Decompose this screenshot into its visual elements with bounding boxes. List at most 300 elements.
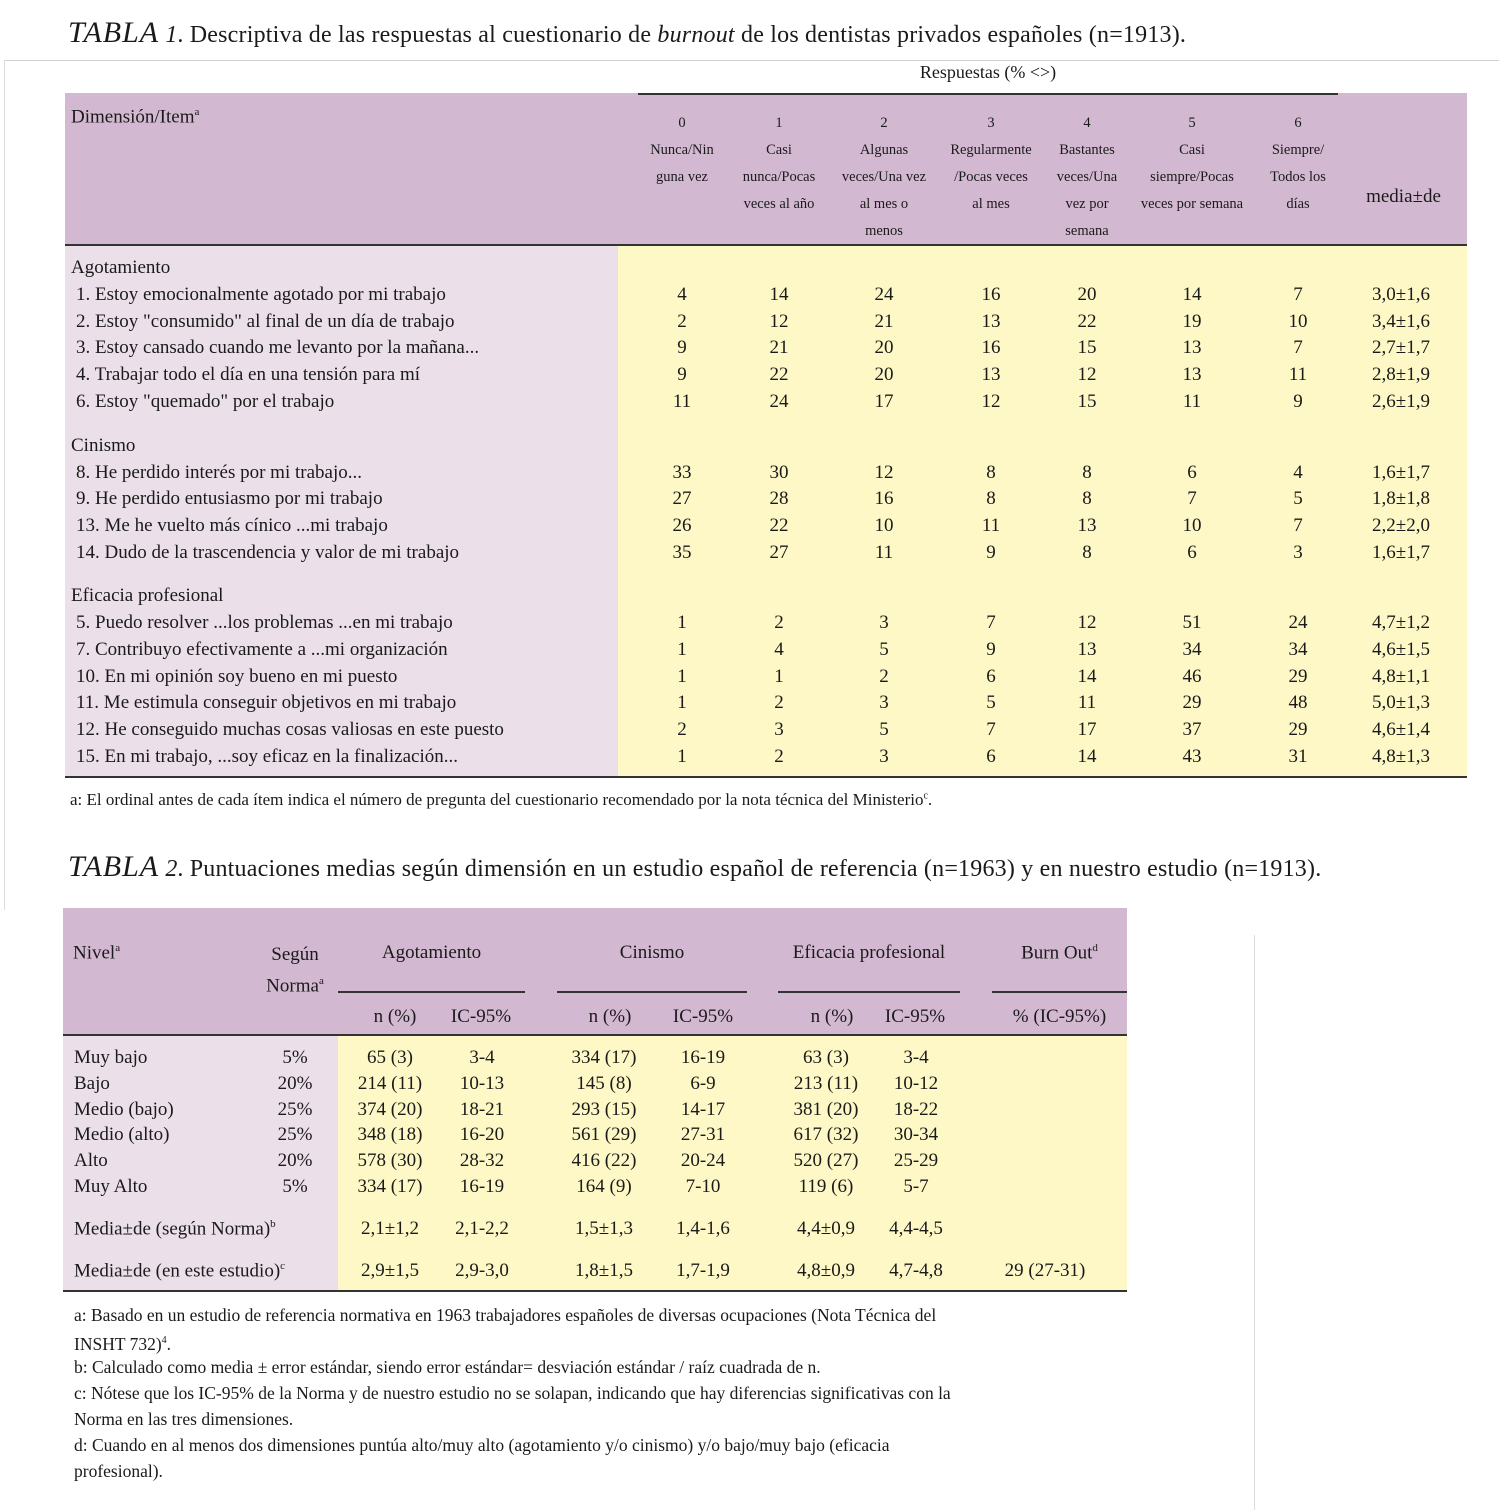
response-column-number: 5 [1188, 115, 1196, 131]
response-value: 11 [981, 514, 1001, 536]
table2-note-line: INSHT 732)$^4$. [74, 1333, 172, 1354]
level-label: Medio (alto) [74, 1124, 170, 1146]
nivel-header [73, 942, 120, 964]
table2-note-text: b: Calculado como media ± error estándar, siendo error estándar= desviación estándar / raíz cuadrada de n. [74, 1357, 821, 1377]
agotamiento-n: 334 (17) [357, 1176, 423, 1197]
response-column-number: 1 [775, 115, 783, 131]
item-label: 7. Contribuyo efectivamente a ...mi organización [76, 639, 448, 660]
response-column-label: Casi [1179, 142, 1205, 158]
table1-footnote: a: El ordinal antes de cada ítem indica el número de pregunta del cuestionario recomendado por la nota técnica del Ministerio$^c$. [70, 790, 933, 809]
mean-norma-label-sup: b [270, 1218, 276, 1230]
eficacia-n: 617 (32) [793, 1124, 859, 1146]
response-value: 24 [1288, 612, 1308, 634]
response-column-number: 4 [1083, 115, 1091, 131]
mean-study-label-text: Media±de (en este estudio) [74, 1260, 281, 1282]
agotamiento-ic: 10-13 [459, 1072, 505, 1094]
response-value: 2 [774, 692, 784, 714]
response-value: 31 [1288, 745, 1308, 767]
item-label: 14. Dudo de la trascendencia y valor de mi trabajo [76, 541, 460, 563]
response-value: 9 [677, 364, 687, 386]
nivel-header-text: Nivel [73, 942, 116, 964]
eficacia-n: 119 (6) [798, 1176, 854, 1197]
response-value: 16 [981, 337, 1001, 359]
response-value: 11 [1077, 692, 1097, 714]
response-value: 5 [986, 692, 996, 714]
agotamiento-n: 65 (3) [367, 1047, 413, 1068]
item-label: 12. He conseguido muchas cosas valiosas en este puesto [76, 719, 504, 741]
response-column-header [937, 110, 1045, 218]
mean-norma-agotamiento: 2,1±1,2 [361, 1218, 419, 1239]
response-value: 34 [1182, 639, 1202, 660]
mean-value: 4,7±1,2 [1372, 612, 1430, 634]
response-value: 24 [769, 390, 789, 412]
response-value: 13 [1077, 514, 1097, 536]
table1-caption-text-pre: . Descriptiva de las respuestas al cuestionario de [177, 22, 658, 48]
response-value: 22 [769, 364, 789, 386]
eficacia-ic: 5-7 [903, 1176, 929, 1197]
response-value: 6 [986, 665, 996, 687]
response-value: 29 [1288, 665, 1308, 687]
item-label: 5. Puedo resolver ...los problemas ...en mi trabajo [76, 612, 453, 634]
cinismo-n: 416 (22) [571, 1150, 637, 1172]
response-value: 3 [879, 745, 889, 767]
response-value: 19 [1182, 310, 1202, 332]
table1-bottom-rule [65, 776, 1467, 778]
response-column-label: Todos los [1270, 169, 1326, 185]
response-value: 30 [769, 461, 789, 483]
efi-ic-header: IC-95% [884, 1006, 946, 1027]
response-value: 9 [986, 639, 996, 660]
response-value: 8 [1082, 488, 1092, 510]
response-value: 7 [986, 612, 996, 634]
table2-note-line [74, 1302, 936, 1328]
response-value: 43 [1182, 745, 1202, 767]
response-column-label: días [1286, 196, 1310, 212]
response-value: 15 [1077, 337, 1097, 359]
burnout-header-text: Burn Out [1021, 942, 1093, 964]
response-value: 13 [1182, 364, 1202, 386]
response-value: 29 [1288, 719, 1308, 741]
response-value: 24 [874, 284, 894, 305]
response-value: 7 [986, 719, 996, 741]
eficacia-ic: 25-29 [893, 1150, 939, 1172]
response-value: 51 [1182, 612, 1202, 634]
agotamiento-ic: 16-19 [459, 1176, 505, 1197]
level-label: Bajo [74, 1072, 110, 1094]
level-label: Muy bajo [74, 1047, 148, 1068]
response-value: 5 [1293, 488, 1303, 510]
cinismo-header: Cinismo [619, 942, 685, 963]
response-column-label: veces al año [743, 196, 815, 212]
response-value: 16 [874, 488, 894, 510]
agotamiento-header: Agotamiento [381, 942, 482, 963]
response-value: 12 [981, 390, 1001, 412]
response-column-number: 6 [1294, 115, 1302, 131]
response-value: 14 [1077, 745, 1097, 767]
response-column-label: veces por semana [1140, 196, 1244, 212]
item-label: 15. En mi trabajo, ...soy eficaz en la finalización... [76, 745, 458, 767]
response-value: 7 [1293, 337, 1303, 359]
table2-note-line [74, 1406, 293, 1432]
mean-study-eficacia-ic: 4,7-4,8 [889, 1260, 943, 1281]
norma-value: 20% [277, 1150, 313, 1172]
agotamiento-n: 214 (11) [357, 1072, 423, 1094]
response-value: 17 [874, 390, 894, 412]
response-value: 29 [1182, 692, 1202, 714]
eficacia-header: Eficacia profesional [792, 942, 946, 963]
response-column-number: 3 [987, 115, 995, 131]
response-value: 14 [769, 284, 789, 305]
efi-n-header: n (%) [810, 1006, 854, 1027]
response-column-label: al mes o [859, 196, 909, 212]
norma-value: 5% [282, 1176, 308, 1197]
agotamiento-n: 348 (18) [357, 1124, 423, 1146]
eficacia-n: 63 (3) [803, 1047, 849, 1068]
response-value: 46 [1182, 665, 1202, 687]
agot-n-header: n (%) [373, 1006, 417, 1027]
mean-value: 4,6±1,5 [1372, 639, 1430, 660]
response-column-label: vez por [1065, 196, 1109, 212]
response-value: 1 [774, 665, 784, 687]
response-value: 3 [774, 719, 784, 741]
response-value: 7 [1293, 514, 1303, 536]
table2-note-line [74, 1380, 951, 1406]
table2-note-text: d: Cuando en al menos dos dimensiones puntúa alto/muy alto (agotamiento y/o cinismo) y/o bajo/muy bajo (eficacia [74, 1435, 890, 1455]
response-value: 20 [1077, 284, 1097, 305]
response-value: 2 [774, 745, 784, 767]
table2-note-text: c: Nótese que los IC-95% de la Norma y de nuestro estudio no se solapan, indicando que hay diferencias significativas con la [74, 1383, 951, 1403]
table2-note-sup: 4 [161, 1335, 167, 1346]
response-value: 37 [1182, 719, 1202, 741]
response-column-header [1255, 110, 1341, 218]
mean-norma-agotamiento-ic: 2,1-2,2 [455, 1218, 509, 1239]
cinismo-n: 334 (17) [571, 1047, 637, 1068]
cin-n-header: n (%) [588, 1006, 632, 1027]
response-value: 6 [986, 745, 996, 767]
item-label: 13. Me he vuelto más cínico ...mi trabajo [76, 514, 388, 536]
agotamiento-ic: 28-32 [459, 1150, 505, 1172]
table1-header-rule [65, 244, 1467, 246]
segun-text: Según [271, 944, 319, 965]
mean-study-label [74, 1260, 285, 1282]
agot-ic-header: IC-95% [450, 1006, 512, 1027]
table1-top-border [4, 60, 1499, 61]
response-value: 8 [1082, 541, 1092, 563]
item-label: 9. He perdido entusiasmo por mi trabajo [76, 488, 383, 510]
mean-value: 5,0±1,3 [1372, 692, 1430, 714]
response-column-header [637, 110, 727, 191]
mean-study-eficacia: 4,8±0,9 [797, 1260, 855, 1281]
response-column-number: 0 [678, 115, 686, 131]
response-value: 11 [874, 541, 894, 563]
eficacia-ic: 10-12 [893, 1072, 939, 1094]
mean-value: 2,6±1,9 [1372, 390, 1430, 412]
response-value: 12 [1077, 364, 1097, 386]
response-value: 1 [677, 692, 687, 714]
response-value: 9 [986, 541, 996, 563]
response-value: 2 [677, 310, 687, 332]
response-value: 8 [986, 461, 996, 483]
cinismo-n: 293 (15) [571, 1098, 637, 1120]
mean-norma-cinismo-ic: 1,4-1,6 [676, 1218, 730, 1239]
table1-footnote-text: a: El ordinal antes de cada ítem indica el número de pregunta del cuestionario recomendado por la nota técnica del Ministerio [70, 790, 924, 809]
item-label: 8. He perdido interés por mi trabajo... [76, 461, 362, 483]
response-column-label: menos [865, 223, 903, 239]
response-value: 5 [879, 719, 889, 741]
norma-text: Norma [266, 975, 319, 997]
response-value: 13 [1077, 639, 1097, 660]
response-value: 8 [1082, 461, 1092, 483]
response-value: 2 [677, 719, 687, 741]
mean-norma-label-text: Media±de (según Norma) [74, 1218, 271, 1240]
eficacia-n: 520 (27) [793, 1150, 859, 1172]
response-column-label: semana [1065, 223, 1109, 239]
response-value: 10 [1288, 310, 1308, 332]
response-column-label: siempre/Pocas [1150, 169, 1234, 185]
cinismo-rule [557, 991, 747, 993]
response-value: 3 [879, 692, 889, 714]
agotamiento-n: 374 (20) [357, 1098, 423, 1120]
mean-value: 2,2±2,0 [1372, 514, 1430, 536]
response-value: 22 [1077, 310, 1097, 332]
response-value: 33 [672, 461, 692, 483]
response-value: 6 [1187, 461, 1197, 483]
response-value: 4 [1293, 461, 1303, 483]
mean-study-cinismo: 1,8±1,5 [575, 1260, 633, 1281]
response-column-label: veces/Una vez [841, 169, 927, 185]
response-value: 13 [1182, 337, 1202, 359]
response-column-label: Casi [766, 142, 792, 158]
agotamiento-ic: 3-4 [469, 1047, 495, 1068]
response-column-header [729, 110, 829, 218]
table2-header-rule [63, 1034, 1127, 1036]
cinismo-ic: 7-10 [685, 1176, 721, 1197]
mean-value: 1,6±1,7 [1372, 461, 1430, 483]
response-value: 12 [874, 461, 894, 483]
agotamiento-ic: 16-20 [459, 1124, 505, 1146]
cinismo-ic: 16-19 [680, 1047, 726, 1068]
table2-note-text: INSHT 732) [74, 1333, 162, 1354]
response-value: 34 [1288, 639, 1308, 660]
level-label: Alto [74, 1150, 108, 1172]
mean-study-burnout: 29 (27-31) [1004, 1260, 1086, 1281]
eficacia-rule [778, 991, 960, 993]
response-value: 21 [874, 310, 894, 332]
mean-value: 1,6±1,7 [1372, 541, 1430, 563]
dimension-header-sup: a [194, 106, 200, 118]
table2-note-text: a: Basado en un estudio de referencia normativa en 1963 trabajadores españoles de diversas ocupaciones (Nota Técnica del [74, 1305, 937, 1325]
norma-value: 20% [277, 1072, 313, 1094]
response-column-label: veces/Una [1056, 169, 1118, 185]
mean-value: 4,6±1,4 [1372, 719, 1430, 741]
response-value: 9 [1293, 390, 1303, 412]
table2-note-line [74, 1458, 163, 1484]
response-value: 7 [1293, 284, 1303, 305]
response-value: 3 [1293, 541, 1303, 563]
table2-note-text: Norma en las tres dimensiones. [74, 1409, 294, 1429]
norma-value: 5% [282, 1047, 308, 1068]
response-value: 20 [874, 337, 894, 359]
mean-norma-eficacia: 4,4±0,9 [797, 1218, 855, 1239]
mean-value: 2,8±1,9 [1372, 364, 1430, 386]
response-value: 10 [874, 514, 894, 536]
response-column-label: al mes [972, 196, 1010, 212]
item-label: 1. Estoy emocionalmente agotado por mi trabajo [76, 284, 446, 305]
norma-sup: a [318, 975, 324, 987]
item-label: 6. Estoy "quemado" por el trabajo [76, 390, 335, 412]
mean-value: 4,8±1,1 [1372, 665, 1430, 687]
table2-note-text: profesional). [74, 1461, 163, 1481]
response-value: 16 [981, 284, 1001, 305]
right-border [1254, 935, 1255, 1510]
mean-value: 4,8±1,3 [1372, 745, 1430, 767]
item-label: 3. Estoy cansado cuando me levanto por la mañana... [76, 337, 480, 359]
eficacia-ic: 3-4 [903, 1047, 929, 1068]
response-column-label: /Pocas veces [954, 169, 1028, 185]
response-column-label: Regularmente [950, 142, 1032, 158]
item-label: 4. Trabajar todo el día en una tensión para mí [76, 364, 421, 386]
table1-dimension-header [71, 106, 199, 128]
eficacia-n: 381 (20) [793, 1098, 859, 1120]
response-value: 7 [1187, 488, 1197, 510]
segun-norma-header [250, 942, 340, 999]
eficacia-ic: 18-22 [893, 1098, 939, 1120]
response-value: 1 [677, 745, 687, 767]
table2-caption-label: TABLA [68, 850, 160, 883]
burnout-pct-header: % (IC-95%) [1012, 1006, 1107, 1027]
response-column-label: nunca/Pocas [742, 169, 816, 185]
burnout-header [992, 942, 1127, 964]
response-value: 12 [769, 310, 789, 332]
table1-mean-header: media±de [1366, 186, 1441, 207]
table1-caption-text-post: de los dentistas privados españoles (n=1913). [734, 22, 1187, 48]
burnout-sup: d [1092, 942, 1098, 954]
mean-study-agotamiento-ic: 2,9-3,0 [455, 1260, 509, 1281]
item-label: 2. Estoy "consumido" al final de un día de trabajo [76, 310, 455, 332]
response-column-label: guna vez [656, 169, 708, 185]
cin-ic-header: IC-95% [672, 1006, 734, 1027]
section-label: Eficacia profesional [71, 585, 224, 607]
response-value: 11 [1288, 364, 1308, 386]
table1-caption-emphasis: burnout [657, 22, 735, 48]
response-value: 1 [677, 639, 687, 660]
response-value: 13 [981, 310, 1001, 332]
mean-value: 3,0±1,6 [1372, 284, 1430, 305]
response-value: 1 [677, 665, 687, 687]
response-column-label: Nunca/Nin [650, 142, 714, 158]
response-value: 6 [1187, 541, 1197, 563]
table2-note-line [74, 1432, 890, 1458]
table2-note-line [74, 1354, 821, 1380]
cinismo-ic: 14-17 [680, 1098, 726, 1120]
table1-responses-rule [638, 93, 1338, 95]
mean-study-cinismo-ic: 1,7-1,9 [676, 1260, 730, 1281]
response-value: 26 [672, 514, 692, 536]
table1-body-right-band [618, 245, 1467, 777]
table2-caption [68, 850, 1321, 884]
response-column-label: Bastantes [1059, 142, 1115, 158]
left-border [4, 60, 5, 910]
eficacia-n: 213 (11) [793, 1072, 859, 1094]
table1-caption-number: 1 [165, 22, 178, 48]
dimension-header-text: Dimensión/Item [71, 106, 195, 128]
table1-footnote-sup: c [923, 790, 928, 802]
burnout-rule [992, 991, 1127, 993]
response-value: 2 [879, 665, 889, 687]
response-value: 11 [1182, 390, 1202, 412]
table1-caption-label: TABLA [68, 16, 160, 49]
response-value: 11 [672, 390, 692, 412]
mean-norma-cinismo: 1,5±1,3 [575, 1218, 633, 1239]
level-label: Muy Alto [74, 1176, 148, 1197]
response-column-number: 2 [880, 115, 888, 131]
table2-bottom-rule [63, 1290, 1127, 1292]
response-column-label: Siempre/ [1271, 142, 1325, 158]
response-value: 21 [769, 337, 789, 359]
level-label: Medio (bajo) [74, 1098, 174, 1120]
response-value: 17 [1077, 719, 1097, 741]
response-value: 9 [677, 337, 687, 359]
response-value: 48 [1288, 692, 1308, 714]
response-column-header [830, 110, 938, 245]
mean-value: 3,4±1,6 [1372, 310, 1430, 332]
response-value: 28 [769, 488, 789, 510]
norma-value: 25% [277, 1124, 313, 1146]
agotamiento-ic: 18-21 [459, 1098, 505, 1120]
cinismo-n: 164 (9) [576, 1176, 632, 1197]
response-value: 2 [774, 612, 784, 634]
response-value: 14 [1077, 665, 1097, 687]
norma-value: 25% [277, 1098, 313, 1120]
section-label: Cinismo [71, 434, 136, 456]
mean-value: 2,7±1,7 [1372, 337, 1430, 359]
response-value: 4 [774, 639, 784, 660]
response-value: 20 [874, 364, 894, 386]
table2-caption-text: . Puntuaciones medias según dimensión en un estudio español de referencia (n=1963) y en nuestro estudio (n=1913). [177, 856, 1322, 882]
item-label: 10. En mi opinión soy bueno en mi puesto [76, 665, 398, 687]
response-value: 3 [879, 612, 889, 634]
response-value: 14 [1182, 284, 1202, 305]
table1-responses-header: Respuestas (% <>) [919, 62, 1057, 82]
response-value: 12 [1077, 612, 1097, 634]
response-value: 8 [986, 488, 996, 510]
mean-norma-eficacia-ic: 4,4-4,5 [889, 1218, 943, 1239]
mean-study-label-sup: c [280, 1260, 286, 1272]
response-value: 4 [677, 284, 687, 305]
mean-value: 1,8±1,8 [1372, 488, 1430, 510]
eficacia-ic: 30-34 [893, 1124, 939, 1146]
cinismo-ic: 20-24 [680, 1150, 726, 1172]
cinismo-ic: 27-31 [680, 1124, 726, 1146]
response-value: 15 [1077, 390, 1097, 412]
response-column-label: Algunas [859, 142, 909, 158]
section-label: Agotamiento [71, 257, 171, 278]
mean-norma-label [74, 1218, 276, 1240]
cinismo-n: 145 (8) [576, 1072, 632, 1094]
response-column-header [1129, 110, 1255, 218]
mean-study-agotamiento: 2,9±1,5 [361, 1260, 419, 1281]
agotamiento-n: 578 (30) [357, 1150, 423, 1172]
response-value: 35 [672, 541, 692, 563]
response-value: 13 [981, 364, 1001, 386]
response-value: 27 [769, 541, 789, 563]
response-value: 5 [879, 639, 889, 660]
response-value: 1 [677, 612, 687, 634]
response-column-header [1044, 110, 1130, 245]
response-value: 10 [1182, 514, 1202, 536]
table2-caption-number: 2 [165, 856, 178, 882]
response-value: 22 [769, 514, 789, 536]
